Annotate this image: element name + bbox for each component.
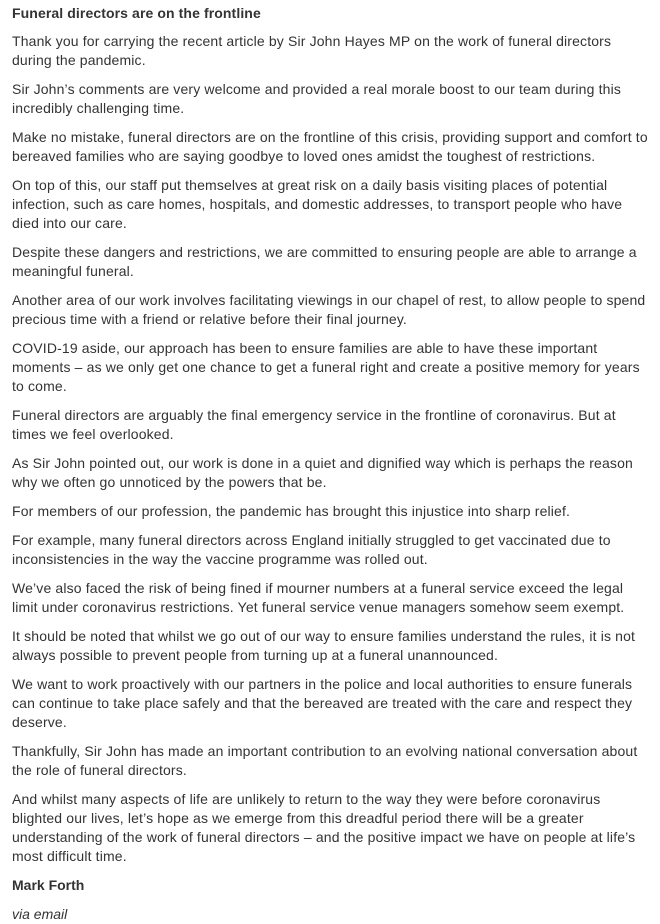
letter-paragraph: Thank you for carrying the recent article by Sir John Hayes MP on the work of funeral directors during the pandemic. <box>12 33 612 68</box>
letter-title: Funeral directors are on the frontline <box>12 5 261 21</box>
letter-paragraph: Thankfully, Sir John has made an important contribution to an evolving national conversation about the role of funeral directors. <box>12 743 638 778</box>
letter-author: Mark Forth <box>12 877 85 893</box>
letter-paragraph: Sir John’s comments are very welcome and provided a real morale boost to our team during this incredibly challenging time. <box>12 81 621 116</box>
letter-paragraph: And whilst many aspects of life are unlikely to return to the way they were before coronavirus blighted our lives, let’s hope as we emerge from this dreadful period there will be a greater understanding of the work of funeral directors – and the positive impact we have on people at life’s most difficult time. <box>12 791 636 864</box>
letter-paragraph: Another area of our work involves facilitating viewings in our chapel of rest, to allow people to spend precious time with a friend or relative before their final journey. <box>12 292 646 327</box>
letter-paragraph: COVID-19 aside, our approach has been to ensure families are able to have these important moments – as we only get one chance to get a funeral right and create a positive memory for years to come. <box>12 340 640 394</box>
letter-paragraph: Make no mistake, funeral directors are on the frontline of this crisis, providing support and comfort to bereaved families who are saying goodbye to loved ones amidst the toughest of restrictions. <box>12 129 648 164</box>
letter-paragraph: We’ve also faced the risk of being fined if mourner numbers at a funeral service exceed the legal limit under coronavirus restrictions. Yet funeral service venue managers somehow seem exempt. <box>12 580 625 615</box>
letter-paragraph: Funeral directors are arguably the final emergency service in the frontline of coronavirus. But at times we feel overlooked. <box>12 407 616 442</box>
letter-paragraph: Despite these dangers and restrictions, we are committed to ensuring people are able to arrange a meaningful funeral. <box>12 244 637 279</box>
letter-paragraph: As Sir John pointed out, our work is done in a quiet and dignified way which is perhaps the reason why we often go unnoticed by the powers that be. <box>12 455 633 490</box>
letter-paragraph: For example, many funeral directors across England initially struggled to get vaccinated due to inconsistencies in the way the vaccine programme was rolled out. <box>12 532 611 567</box>
letter-paragraph: It should be noted that whilst we go out of our way to ensure families understand the rules, it is not always possible to prevent people from turning up at a funeral unannounced. <box>12 628 636 663</box>
letter-paragraph: For members of our profession, the pandemic has brought this injustice into sharp relief. <box>12 503 571 519</box>
letter-via: via email <box>12 906 68 922</box>
letter-paragraph: On top of this, our staff put themselves at great risk on a daily basis visiting places of potential infection, such as care homes, hospitals, and domestic addresses, to transport people who have died into our care. <box>12 177 623 231</box>
letter-paragraph: We want to work proactively with our partners in the police and local authorities to ensure funerals can continue to take place safely and that the bereaved are treated with the care and respect they deserve. <box>12 676 633 730</box>
